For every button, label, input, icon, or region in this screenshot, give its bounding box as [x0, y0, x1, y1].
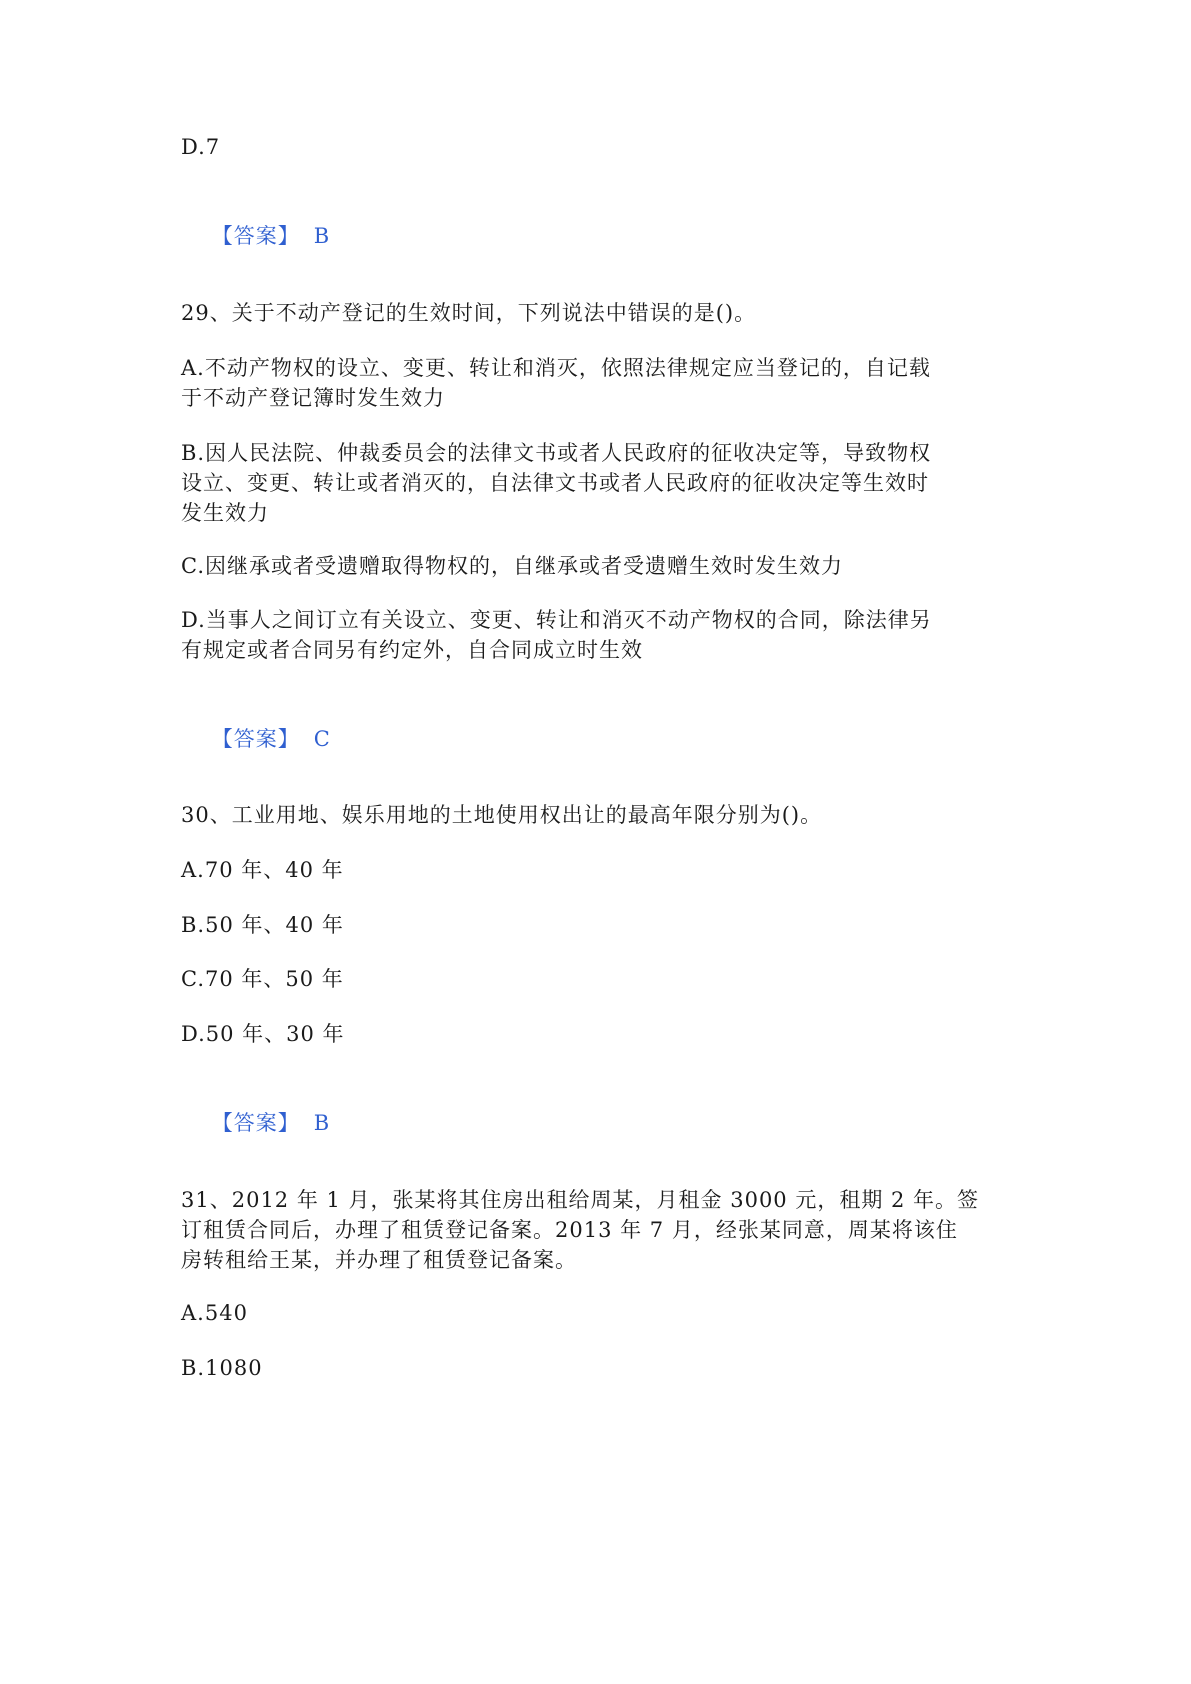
option-line: A.不动产物权的设立、变更、转让和消灭，依照法律规定应当登记的，自记载	[181, 356, 931, 380]
option-line: B.因人民法院、仲裁委员会的法律文书或者人民政府的征收决定等，导致物权	[181, 441, 932, 465]
option-line: 发生效力	[181, 501, 269, 525]
option-line: C.因继承或者受遗赠取得物权的，自继承或者受遗赠生效时发生效力	[181, 554, 843, 578]
answer-label: 【答案】	[211, 727, 300, 751]
option-line: B.1080	[181, 1356, 263, 1380]
option-line: 于不动产登记簿时发生效力	[181, 386, 445, 410]
answer-line	[181, 185, 330, 287]
question-line: 订租赁合同后，办理了租赁登记备案。2013 年 7 月，经张某同意，周某将该住	[181, 1218, 958, 1242]
answer-value: B	[313, 1111, 331, 1135]
option-line: A.70 年、40 年	[181, 858, 344, 882]
option-line: D.当事人之间订立有关设立、变更、转让和消灭不动产物权的合同，除法律另	[181, 608, 932, 632]
option-line: C.70 年、50 年	[181, 967, 344, 991]
answer-value: C	[313, 727, 331, 751]
option-line: D.50 年、30 年	[181, 1022, 345, 1046]
question-line: 房转租给王某，并办理了租赁登记备案。	[181, 1248, 577, 1272]
option-line: A.540	[181, 1301, 248, 1325]
question-line: 31、2012 年 1 月，张某将其住房出租给周某，月租金 3000 元，租期 2 年。签	[181, 1188, 980, 1212]
answer-label: 【答案】	[211, 224, 300, 248]
answer-line	[181, 688, 331, 790]
option-line: 设立、变更、转让或者消灭的，自法律文书或者人民政府的征收决定等生效时	[181, 471, 929, 495]
question-line: 30、工业用地、娱乐用地的土地使用权出让的最高年限分别为()。	[181, 803, 823, 827]
question-line: 29、关于不动产登记的生效时间，下列说法中错误的是()。	[181, 301, 757, 325]
answer-label: 【答案】	[211, 1111, 300, 1135]
option-line: D.7	[181, 135, 221, 159]
option-line: B.50 年、40 年	[181, 913, 344, 937]
answer-line	[181, 1072, 330, 1174]
option-line: 有规定或者合同另有约定外，自合同成立时生效	[181, 638, 643, 662]
answer-value: B	[313, 224, 331, 248]
